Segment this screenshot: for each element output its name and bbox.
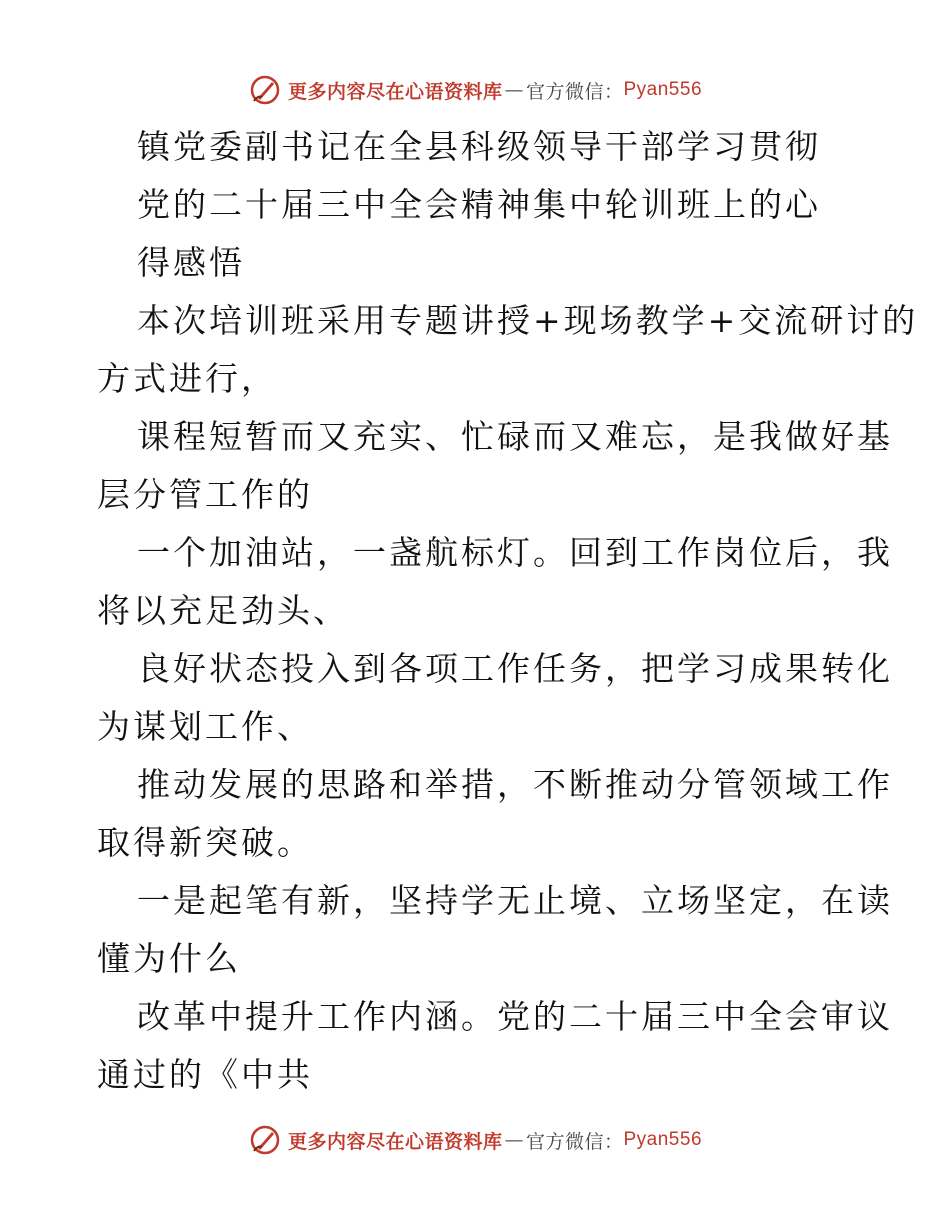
paragraph-line: 本次培训班采用专题讲授+现场教学+交流研讨的: [137, 301, 919, 340]
banner-dash: —: [504, 79, 524, 101]
banner-wechat-label: 官方微信：: [525, 80, 624, 103]
banner-wechat-id: Pyan556: [623, 79, 703, 100]
paragraph-line: 通过的《中共: [97, 1055, 313, 1094]
paragraph-line: 一个加油站，一盏航标灯。回到工作岗位后，我: [137, 533, 893, 572]
banner-site-text: 更多内容尽在心语资料库: [287, 1130, 503, 1153]
paragraph-line: 改革中提升工作内涵。党的二十届三中全会审议: [137, 997, 893, 1036]
document-body: [97, 118, 919, 1104]
banner-site-text: 更多内容尽在心语资料库: [287, 80, 503, 103]
title-line-2: 党的二十届三中全会精神集中轮训班上的心: [137, 185, 821, 224]
paragraph-line: 课程短暂而又充实、忙碌而又难忘，是我做好基: [137, 417, 893, 456]
paragraph-line: 方式进行，: [97, 359, 277, 398]
quill-circle-icon: [248, 1123, 282, 1157]
title-line-1: 镇党委副书记在全县科级领导干部学习贯彻: [137, 127, 821, 166]
footer-banner: [0, 1120, 950, 1160]
quill-circle-icon: [248, 73, 282, 107]
banner-wechat-label: 官方微信：: [525, 1130, 624, 1153]
paragraph-line: 懂为什么: [97, 939, 241, 978]
paragraph-line: 一是起笔有新，坚持学无止境、立场坚定，在读: [137, 881, 893, 920]
paragraph-line: 层分管工作的: [97, 475, 313, 514]
banner-wechat-id: Pyan556: [623, 1129, 703, 1150]
banner-dash: —: [504, 1129, 524, 1151]
header-banner: [0, 70, 950, 110]
title-line-3: 得感悟: [137, 243, 245, 282]
paragraph-line: 为谋划工作、: [97, 707, 313, 746]
paragraph-line: 取得新突破。: [97, 823, 313, 862]
paragraph-line: 推动发展的思路和举措，不断推动分管领域工作: [137, 765, 893, 804]
paragraph-line: 将以充足劲头、: [97, 591, 349, 630]
paragraph-line: 良好状态投入到各项工作任务，把学习成果转化: [137, 649, 893, 688]
